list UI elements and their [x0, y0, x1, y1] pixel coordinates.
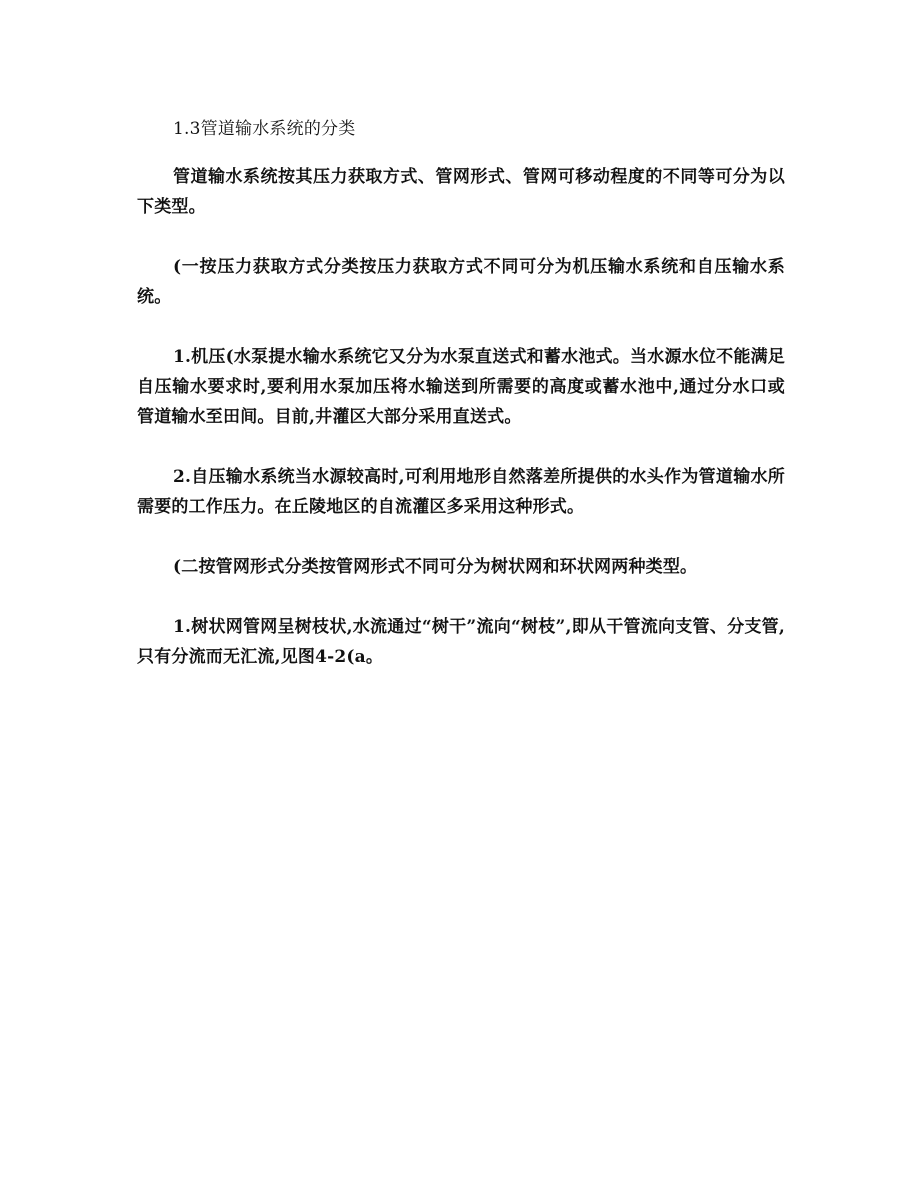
section-heading: 1.3管道输水系统的分类: [173, 119, 356, 139]
paragraph-pump-pressure-system: 1.机压(水泵提水输水系统它又分为水泵直送式和蓄水池式。当水源水位不能满足自压输水要求时,要利用水泵加压将水输送到所需要的高度或蓄水池中,通过分水口或管道输水至田间。目前,井灌区大部分采用直送式。: [137, 347, 785, 427]
paragraph-network-classification: (二按管网形式分类按管网形式不同可分为树状网和环状网两种类型。: [173, 557, 698, 577]
paragraph-tree-network: 1.树状网管网呈树枝状,水流通过“树干”流向“树枝”,即从干管流向支管、分支管,只有分流而无汇流,见图4-2(a。: [137, 617, 785, 667]
document-body: [137, 114, 785, 672]
paragraph-gravity-pressure-system: 2.自压输水系统当水源较高时,可利用地形自然落差所提供的水头作为管道输水所需要的工作压力。在丘陵地区的自流灌区多采用这种形式。: [137, 467, 785, 517]
paragraph-intro: 管道输水系统按其压力获取方式、管网形式、管网可移动程度的不同等可分为以下类型。: [137, 167, 785, 217]
paragraph-pressure-classification: (一按压力获取方式分类按压力获取方式不同可分为机压输水系统和自压输水系统。: [137, 257, 785, 307]
